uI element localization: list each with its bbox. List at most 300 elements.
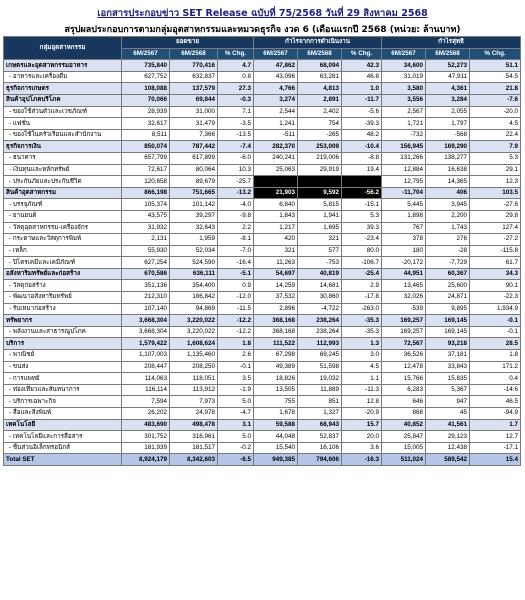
value-cell: 16,638 [426, 164, 470, 176]
value-cell: -11.7 [342, 94, 382, 106]
value-cell: 14,365 [426, 176, 470, 188]
value-cell: 15,766 [382, 373, 426, 385]
industry-group-row [4, 268, 521, 280]
value-cell: 3.6 [342, 442, 382, 454]
value-cell: 33,843 [426, 361, 470, 373]
value-cell: 1.7 [470, 419, 521, 431]
value-cell: 617,899 [170, 152, 218, 164]
value-cell: 4.7 [218, 60, 254, 72]
value-cell: 646 [382, 396, 426, 408]
value-cell: 767 [382, 222, 426, 234]
value-cell: -12.2 [218, 326, 254, 338]
value-cell: 15,835 [426, 373, 470, 385]
value-cell: 1.8 [218, 338, 254, 350]
value-cell: 31,019 [382, 71, 426, 83]
value-cell: 37,181 [426, 350, 470, 362]
value-cell: 1,327 [298, 408, 342, 420]
value-cell: -12.0 [218, 292, 254, 304]
value-cell: 12,795 [382, 176, 426, 188]
industry-column-header: กลุ่มอุตสาหกรรม [4, 37, 122, 60]
value-cell: 36,526 [382, 350, 426, 362]
row-label: - เงินทุนและหลักทรัพย์ [4, 164, 122, 176]
value-cell: 48.2 [342, 129, 382, 141]
sector-row [4, 222, 521, 234]
value-cell: 171.2 [470, 361, 521, 373]
value-cell: 180 [382, 245, 426, 257]
value-cell: 947 [426, 396, 470, 408]
value-cell: 112,993 [298, 338, 342, 350]
value-cell: 19,032 [298, 373, 342, 385]
value-cell: 138,277 [426, 152, 470, 164]
value-cell: 1,608,624 [170, 338, 218, 350]
value-cell: 47,911 [426, 71, 470, 83]
value-cell: 24,978 [170, 408, 218, 420]
value-cell: 29.1 [470, 164, 521, 176]
value-cell: 13,465 [382, 280, 426, 292]
column-header: 6M/2568 [426, 48, 470, 60]
row-label: - ปิโตรเคมีและเคมีภัณฑ์ [4, 257, 122, 269]
value-cell: 34,600 [382, 60, 426, 72]
value-cell: -22.3 [470, 292, 521, 304]
industry-group-row [4, 60, 521, 72]
value-cell: -7.4 [218, 141, 254, 153]
sector-row [4, 210, 521, 222]
value-cell: 794,606 [298, 454, 342, 466]
value-cell: 13,505 [254, 384, 298, 396]
row-label: - ยานยนต์ [4, 210, 122, 222]
value-cell: 18,826 [254, 373, 298, 385]
value-cell: 7.9 [470, 141, 521, 153]
sector-row [4, 361, 521, 373]
sector-row [4, 292, 521, 304]
value-cell: 28.5 [470, 338, 521, 350]
value-cell: 186,842 [170, 292, 218, 304]
value-cell: -7,729 [426, 257, 470, 269]
sales-group-header: ยอดขาย [122, 37, 254, 49]
value-cell: 108,088 [122, 83, 170, 95]
value-cell: 754 [298, 118, 342, 130]
value-cell: 6,840 [254, 199, 298, 211]
column-header: 6M/2567 [254, 48, 298, 60]
value-cell: 2.6 [218, 350, 254, 362]
value-cell: -6.0 [218, 152, 254, 164]
value-cell: 70,066 [122, 94, 170, 106]
row-label: - วัสดุก่อสร้าง [4, 280, 122, 292]
value-cell: 2,544 [254, 106, 298, 118]
value-cell: 253,009 [298, 141, 342, 153]
value-cell: 25,063 [254, 164, 298, 176]
sector-row [4, 199, 521, 211]
value-cell: -11.3 [342, 384, 382, 396]
value-cell: 80.0 [342, 245, 382, 257]
value-cell: -4,722 [298, 303, 342, 315]
value-cell: 406 [426, 187, 470, 199]
row-label: - พลังงานและสาธารณูปโภค [4, 326, 122, 338]
row-label: - บรรจุภัณฑ์ [4, 199, 122, 211]
value-cell: 282,370 [254, 141, 298, 153]
value-cell: 1,721 [382, 118, 426, 130]
value-cell: 32,617 [122, 118, 170, 130]
sector-row [4, 280, 521, 292]
value-cell: -7.6 [470, 94, 521, 106]
value-cell: -511 [254, 129, 298, 141]
row-label: - ธนาคาร [4, 152, 122, 164]
row-label: - อาหารและเครื่องดื่ม [4, 71, 122, 83]
value-cell: 1,941 [298, 210, 342, 222]
value-cell: 1,695 [298, 222, 342, 234]
industry-group-row [4, 94, 521, 106]
row-label: ธุรกิจการเงิน [4, 141, 122, 153]
column-header: 6M/2567 [382, 48, 426, 60]
column-header: 6M/2568 [170, 48, 218, 60]
value-cell: 4.5 [470, 118, 521, 130]
value-cell: 29,123 [426, 431, 470, 443]
row-label: - ประกันภัยและประกันชีวิต [4, 176, 122, 188]
value-cell: 37,532 [254, 292, 298, 304]
value-cell: 0.9 [218, 280, 254, 292]
value-cell: -1.9 [218, 384, 254, 396]
value-cell: 3,284 [426, 94, 470, 106]
value-cell: 11,889 [298, 384, 342, 396]
value-cell [342, 176, 382, 188]
value-cell: -106.7 [342, 257, 382, 269]
value-cell: 46.8 [342, 71, 382, 83]
row-label: - กระดาษและวัสดุการพิมพ์ [4, 234, 122, 246]
value-cell: 240,241 [254, 152, 298, 164]
value-cell: 657,799 [122, 152, 170, 164]
value-cell: 26,202 [122, 408, 170, 420]
row-label: - รับเหมาก่อสร้าง [4, 303, 122, 315]
value-cell: 156,945 [382, 141, 426, 153]
industry-group-row [4, 187, 521, 199]
row-label: สินค้าอุตสาหกรรม [4, 187, 122, 199]
value-cell: 52,273 [426, 60, 470, 72]
value-cell: -27.2 [470, 234, 521, 246]
value-cell: 577 [298, 245, 342, 257]
sector-row [4, 71, 521, 83]
value-cell: 351,136 [122, 280, 170, 292]
value-cell: 9,592 [298, 187, 342, 199]
value-cell: 238,264 [298, 315, 342, 327]
row-label: Total SET [4, 454, 122, 466]
value-cell: 111,522 [254, 338, 298, 350]
value-cell: 5.3 [470, 152, 521, 164]
value-cell: 30,860 [298, 292, 342, 304]
value-cell: 866,198 [122, 187, 170, 199]
value-cell: 850,074 [122, 141, 170, 153]
value-cell: -20.9 [342, 408, 382, 420]
value-cell: 511,024 [382, 454, 426, 466]
value-cell: 34.3 [470, 268, 521, 280]
value-cell: 72,567 [382, 338, 426, 350]
value-cell: 4,361 [426, 83, 470, 95]
value-cell: 751,665 [170, 187, 218, 199]
value-cell: 238,264 [298, 326, 342, 338]
value-cell: 20.0 [342, 431, 382, 443]
value-cell: 51,598 [298, 361, 342, 373]
row-label: - เทคโนโลยีและการสื่อสาร [4, 431, 122, 443]
value-cell: 12,478 [382, 361, 426, 373]
value-cell: 80,064 [170, 164, 218, 176]
value-cell: 3,220,022 [170, 326, 218, 338]
value-cell: 0.8 [218, 71, 254, 83]
value-cell: 131,266 [382, 152, 426, 164]
value-cell: 1,843 [254, 210, 298, 222]
value-cell: -9.8 [218, 210, 254, 222]
value-cell: 21.8 [470, 83, 521, 95]
value-cell: -23.4 [342, 234, 382, 246]
value-cell: -28 [426, 245, 470, 257]
value-cell: -94.9 [470, 408, 521, 420]
value-cell: 212,310 [122, 292, 170, 304]
value-cell: 3.0 [342, 350, 382, 362]
value-cell: 15.4 [470, 454, 521, 466]
value-cell: 2.9 [342, 280, 382, 292]
value-cell: 29,919 [298, 164, 342, 176]
value-cell: 6,283 [382, 384, 426, 396]
value-cell: 1,797 [426, 118, 470, 130]
value-cell: 169,290 [426, 141, 470, 153]
value-cell: -0.1 [470, 315, 521, 327]
value-cell: 1,934.9 [470, 303, 521, 315]
value-cell: -10.4 [342, 141, 382, 153]
value-cell: 627,254 [122, 257, 170, 269]
row-label: - พัฒนาอสังหาริมทรัพย์ [4, 292, 122, 304]
value-cell: 43,575 [122, 210, 170, 222]
value-cell: -17.1 [470, 442, 521, 454]
value-cell: -0.3 [218, 94, 254, 106]
value-cell: 27.3 [218, 83, 254, 95]
value-cell: 22.4 [470, 129, 521, 141]
value-cell: 3,556 [382, 94, 426, 106]
sector-row [4, 164, 521, 176]
sector-row [4, 257, 521, 269]
value-cell: 8,342,603 [170, 454, 218, 466]
value-cell: 59,588 [254, 419, 298, 431]
value-cell: -8.1 [218, 234, 254, 246]
value-cell: -539 [382, 303, 426, 315]
value-cell: -27.6 [470, 199, 521, 211]
value-cell: 7.1 [218, 106, 254, 118]
sector-row [4, 152, 521, 164]
value-cell: 44,951 [382, 268, 426, 280]
value-cell: 5.0 [218, 431, 254, 443]
value-cell: 31,000 [170, 106, 218, 118]
value-cell: -12.2 [218, 315, 254, 327]
value-cell: 420 [254, 234, 298, 246]
value-cell: 25,847 [382, 431, 426, 443]
sector-row [4, 431, 521, 443]
value-cell: 8,924,179 [122, 454, 170, 466]
value-cell: 3,220,022 [170, 315, 218, 327]
value-cell: 32,643 [170, 222, 218, 234]
value-cell: 68,094 [298, 60, 342, 72]
sector-row [4, 245, 521, 257]
value-cell: 93,218 [426, 338, 470, 350]
value-cell: -115.8 [470, 245, 521, 257]
value-cell: 3.5 [218, 373, 254, 385]
value-cell: -56.2 [342, 187, 382, 199]
value-cell: 2.2 [218, 222, 254, 234]
value-cell: 67,298 [254, 350, 298, 362]
value-cell: 1.1 [342, 373, 382, 385]
value-cell: 770,416 [170, 60, 218, 72]
value-cell: -263.0 [342, 303, 382, 315]
value-cell: 3.1 [218, 419, 254, 431]
value-cell: 316,961 [170, 431, 218, 443]
industry-group-row [4, 83, 521, 95]
value-cell: -20.0 [470, 106, 521, 118]
column-header: % Chg. [218, 48, 254, 60]
value-cell: 113,912 [170, 384, 218, 396]
value-cell: 7,973 [170, 396, 218, 408]
document-title: เอกสารประกอบข่าว SET Release ฉบับที่ 75/2568 วันที่ 29 สิงหาคม 2568 [97, 8, 428, 19]
value-cell: -16.4 [218, 257, 254, 269]
value-cell: 118,051 [170, 373, 218, 385]
industry-group-row [4, 315, 521, 327]
value-cell: 636,111 [170, 268, 218, 280]
value-cell: -732 [382, 129, 426, 141]
column-header: % Chg. [470, 48, 521, 60]
value-cell: 3,274 [254, 94, 298, 106]
value-cell: 52,837 [298, 431, 342, 443]
value-cell: -13.2 [218, 187, 254, 199]
value-cell: 1,107,003 [122, 350, 170, 362]
value-cell: 15.7 [342, 419, 382, 431]
sector-row [4, 303, 521, 315]
sector-row [4, 118, 521, 130]
row-label: ธุรกิจการเกษตร [4, 83, 122, 95]
value-cell: 10.3 [218, 164, 254, 176]
value-cell: 42.3 [342, 60, 382, 72]
value-cell: 47,862 [254, 60, 298, 72]
total-row [4, 454, 521, 466]
value-cell: 137,579 [170, 83, 218, 95]
value-cell: -7.0 [218, 245, 254, 257]
sector-row [4, 384, 521, 396]
value-cell: 301,752 [122, 431, 170, 443]
value-cell: 12,884 [382, 164, 426, 176]
row-label: ทรัพยากร [4, 315, 122, 327]
value-cell: 60,367 [426, 268, 470, 280]
value-cell: 49,389 [254, 361, 298, 373]
value-cell: 25,600 [426, 280, 470, 292]
value-cell: 181,939 [122, 442, 170, 454]
value-cell: 43,096 [254, 71, 298, 83]
value-cell: 12.7 [470, 431, 521, 443]
value-cell: 11,263 [254, 257, 298, 269]
value-cell: 670,586 [122, 268, 170, 280]
value-cell: 1,678 [254, 408, 298, 420]
value-cell: -16.3 [342, 454, 382, 466]
sector-row [4, 350, 521, 362]
value-cell: 3,668,304 [122, 326, 170, 338]
value-cell: 69,245 [298, 350, 342, 362]
value-cell: 19.4 [342, 164, 382, 176]
row-label: - การแพทย์ [4, 373, 122, 385]
value-cell: 1,135,460 [170, 350, 218, 362]
value-cell: 735,840 [122, 60, 170, 72]
value-cell: 181,517 [170, 442, 218, 454]
value-cell: -11.5 [218, 303, 254, 315]
value-cell: 589,542 [426, 454, 470, 466]
row-label: เกษตรและอุตสาหกรรมอาหาร [4, 60, 122, 72]
value-cell: 68,943 [298, 419, 342, 431]
value-cell: 55,930 [122, 245, 170, 257]
value-cell: 103.5 [470, 187, 521, 199]
value-cell: -0.1 [470, 326, 521, 338]
value-cell: -25.4 [342, 268, 382, 280]
value-cell: 90.1 [470, 280, 521, 292]
value-cell: 4,813 [298, 83, 342, 95]
value-cell: 2,200 [426, 210, 470, 222]
value-cell: 120,658 [122, 176, 170, 188]
row-label: บริการ [4, 338, 122, 350]
value-cell: 69,844 [170, 94, 218, 106]
value-cell: 89,679 [170, 176, 218, 188]
value-cell: 169,145 [426, 315, 470, 327]
sector-row [4, 442, 521, 454]
value-cell: 12.8 [342, 396, 382, 408]
sector-row [4, 106, 521, 118]
value-cell: 2,402 [298, 106, 342, 118]
row-label: - วัสดุอุตสาหกรรม-เครื่องจักร [4, 222, 122, 234]
value-cell: 107,140 [122, 303, 170, 315]
value-cell: 1,241 [254, 118, 298, 130]
value-cell: 321 [254, 245, 298, 257]
value-cell: -5.1 [218, 268, 254, 280]
value-cell: 949,385 [254, 454, 298, 466]
value-cell: -568 [426, 129, 470, 141]
value-cell: 208,447 [122, 361, 170, 373]
row-label: - บริการเฉพาะกิจ [4, 396, 122, 408]
value-cell: 40,819 [298, 268, 342, 280]
value-cell: 4.5 [342, 361, 382, 373]
row-label: - สื่อและสิ่งพิมพ์ [4, 408, 122, 420]
value-cell: 2,567 [382, 106, 426, 118]
value-cell: 72,617 [122, 164, 170, 176]
value-cell: 63,281 [298, 71, 342, 83]
value-cell: 5.3 [342, 210, 382, 222]
operating-profit-group-header: กำไรจากการดำเนินงาน [254, 37, 382, 49]
value-cell: 12,438 [426, 442, 470, 454]
industry-group-row [4, 419, 521, 431]
value-cell: 219,006 [298, 152, 342, 164]
value-cell: 632,837 [170, 71, 218, 83]
value-cell: 39,297 [170, 210, 218, 222]
value-cell: 1,898 [382, 210, 426, 222]
sector-row [4, 408, 521, 420]
value-cell: 169,257 [382, 315, 426, 327]
value-cell: 524,590 [170, 257, 218, 269]
value-cell [298, 176, 342, 188]
value-cell: 31,932 [122, 222, 170, 234]
value-cell: 39.3 [342, 222, 382, 234]
value-cell: -6.5 [218, 454, 254, 466]
value-cell: 9,895 [426, 303, 470, 315]
row-label: - ขนส่ง [4, 361, 122, 373]
row-label: - ชิ้นส่วนอิเล็กทรอนิกส์ [4, 442, 122, 454]
value-cell: 7,594 [122, 396, 170, 408]
value-cell: -25.7 [218, 176, 254, 188]
value-cell: 114,063 [122, 373, 170, 385]
sector-row [4, 396, 521, 408]
row-label: เทคโนโลยี [4, 419, 122, 431]
value-cell: -14.6 [470, 384, 521, 396]
row-label: - พาณิชย์ [4, 350, 122, 362]
row-label: - ของใช้ในครัวเรือนและสำนักงาน [4, 129, 122, 141]
sector-row [4, 373, 521, 385]
